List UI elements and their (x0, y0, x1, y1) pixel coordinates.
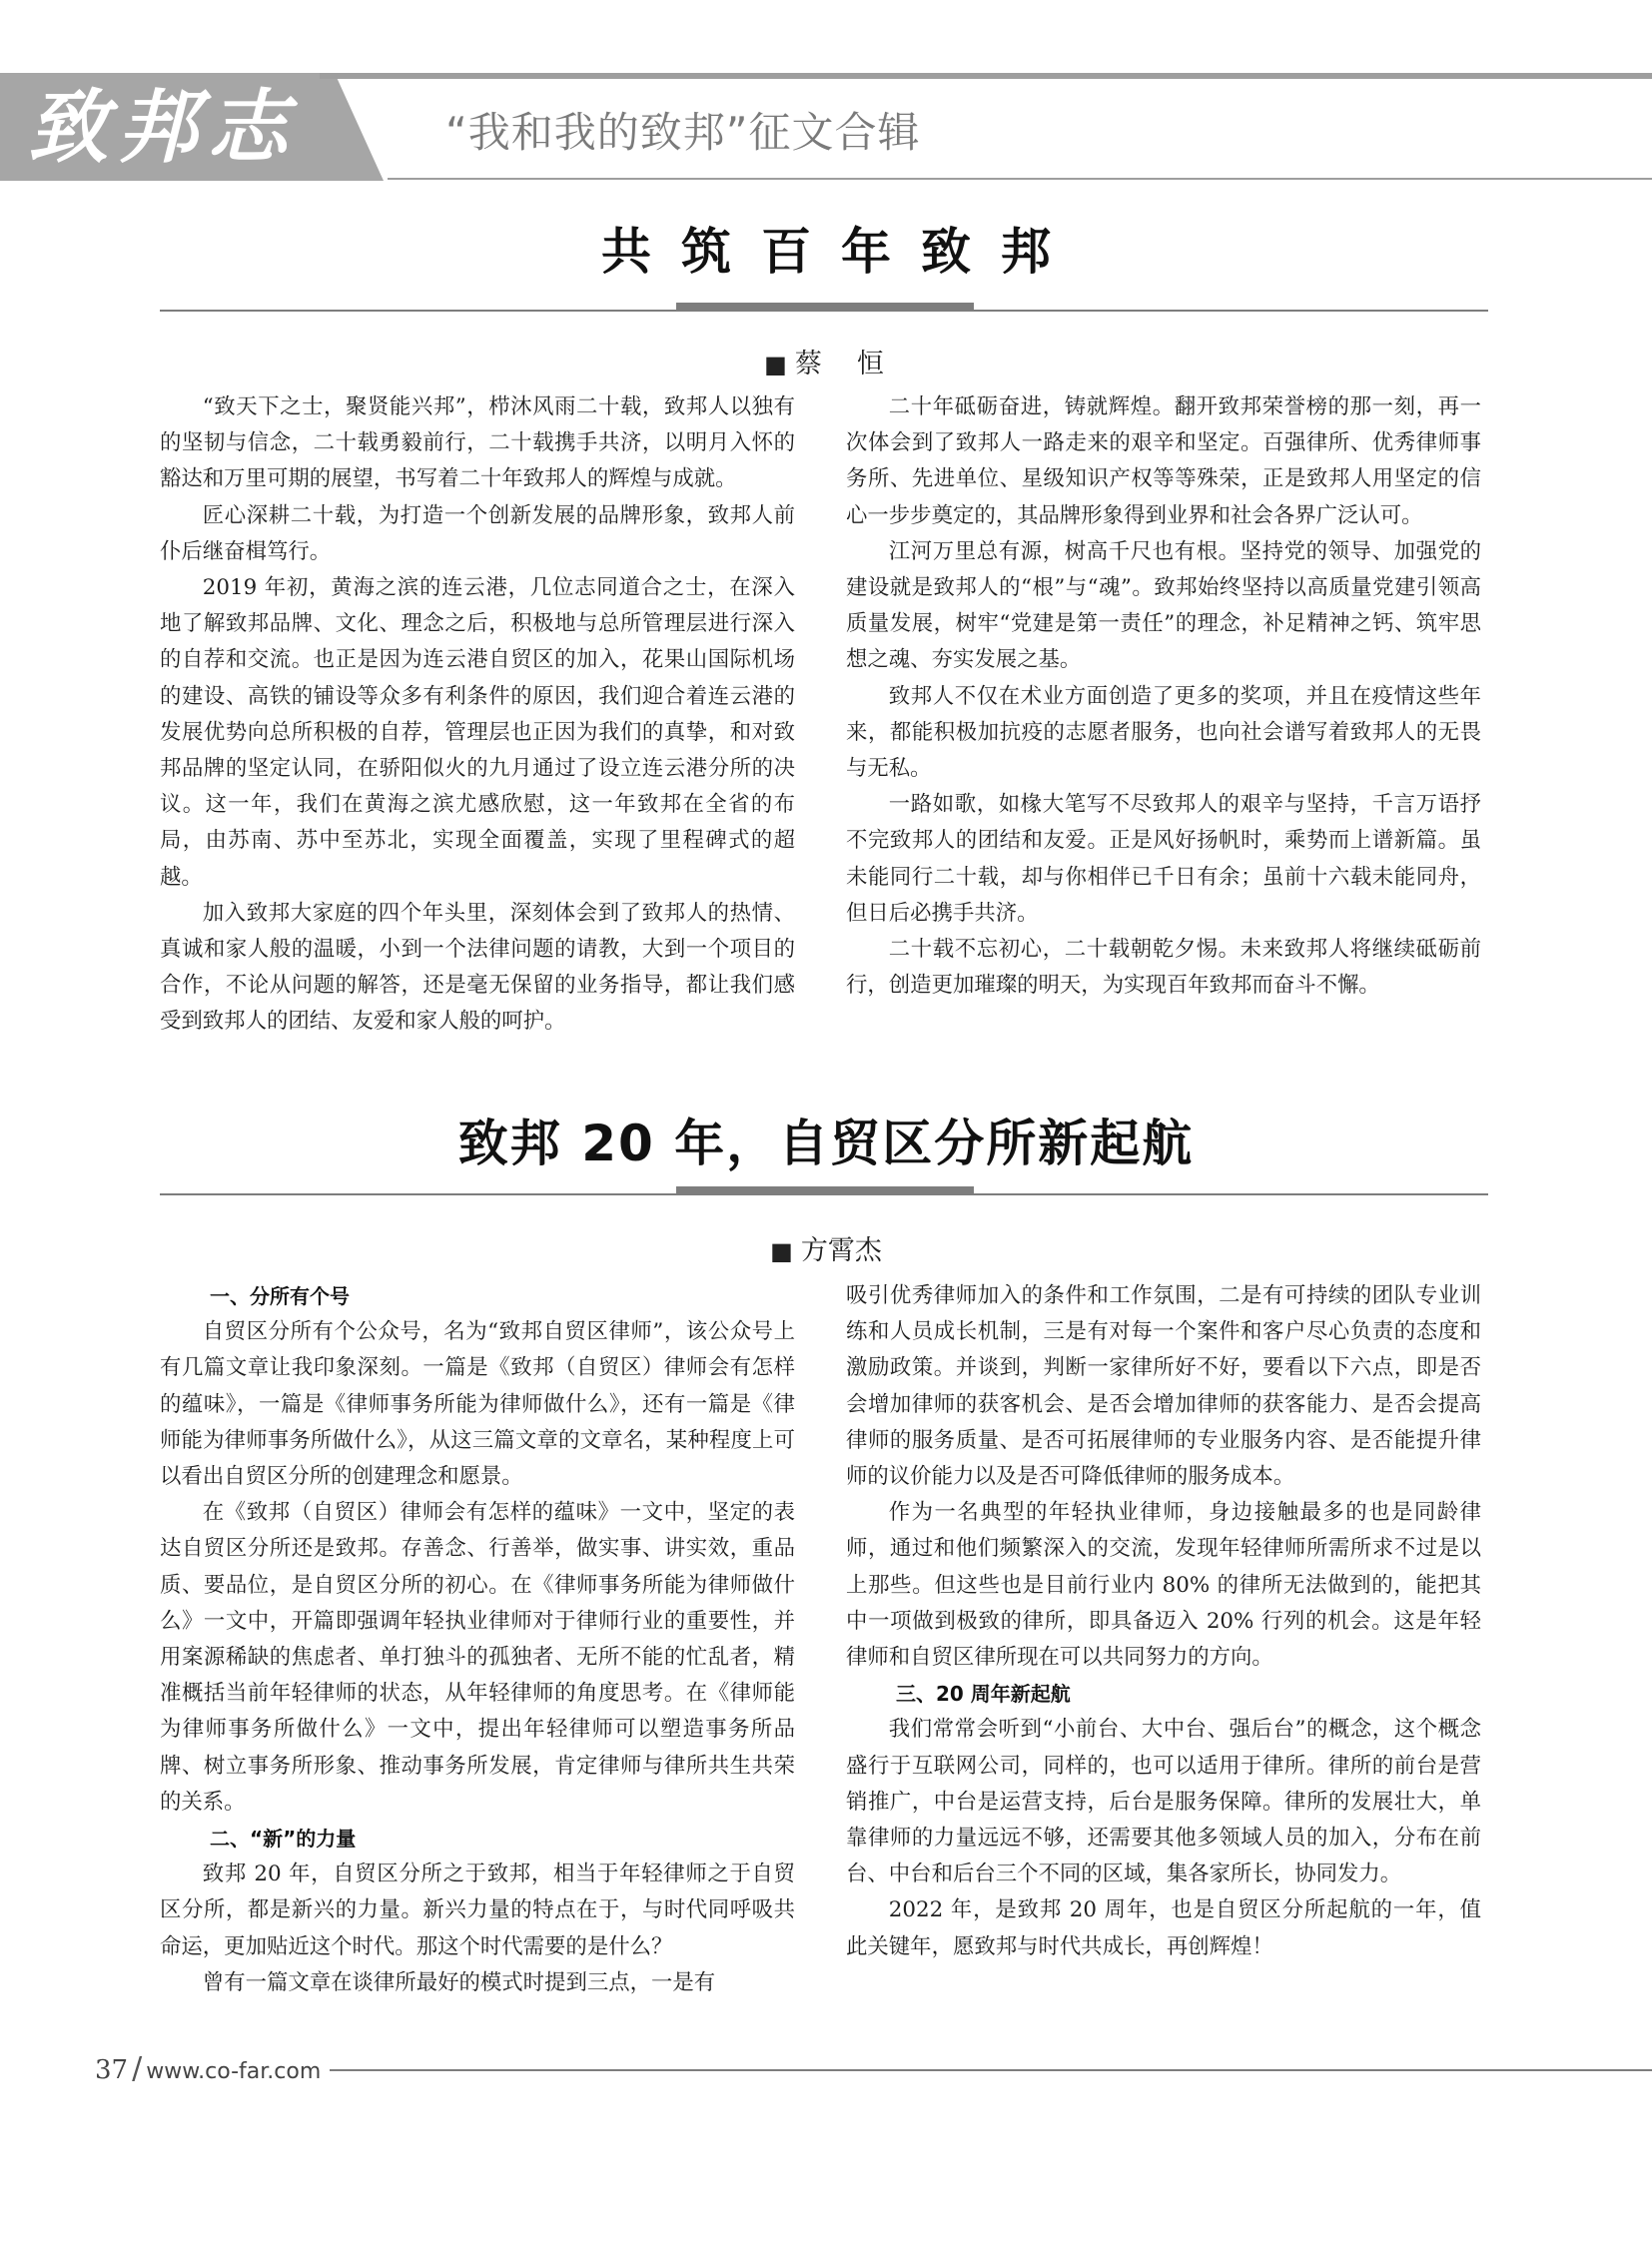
article2-title-rule-accent (676, 1186, 974, 1195)
page-footer (95, 2051, 321, 2087)
footer-separator: / (132, 2051, 143, 2086)
paragraph: 2019 年初，黄海之滨的连云港，几位志同道合之士，在深入地了解致邦品牌、文化、理念之后，积极地与总所管理层进行深入的自荐和交流。也正是因为连云港自贸区的加入，花果山国际机场的建设、高铁的铺设等众多有利条件的原因，我们迎合着连云港的发展优势向总所积极的自荐，管理层也正因为我们的真挚，和对致邦品牌的坚定认同，在骄阳似火的九月通过了设立连云港分所的决议。这一年，我们在黄海之滨尤感欣慰，这一年致邦在全省的布局，由苏南、苏中至苏北，实现全面覆盖，实现了里程碑式的超越。 (160, 575, 795, 890)
header-bottom-rule (388, 178, 1652, 180)
paragraph: 作为一名典型的年轻执业律师，身边接触最多的也是同龄律师，通过和他们频繁深入的交流，发现年轻律师所需所求不过是以上那些。但这些也是目前行业内 80% 的律所无法做到的，能把其中一项做到极致的律所，即具备迈入 20% 行列的机会。这是年轻律师和自贸区律所现在可以共同努力的方向。 (846, 1500, 1481, 1671)
article2-column-left (160, 1278, 795, 2001)
paragraph: 致邦 20 年，自贸区分所之于致邦，相当于年轻律师之于自贸区分所，都是新兴的力量。新兴力量的特点在于，与时代同呼吸共命运，更加贴近这个时代。那这个时代需要的是什么？ (160, 1862, 795, 1959)
article1-column-right (846, 389, 1481, 1004)
magazine-logo: 致邦志 (28, 80, 298, 174)
section-heading: 一、分所有个号 (210, 1284, 350, 1308)
article2-author: 方霄杰 (800, 1235, 882, 1266)
byline-marker: ■ (764, 351, 787, 378)
footer-rule (330, 2069, 1652, 2071)
article1-title: 共筑百年致邦 (601, 223, 1081, 281)
section-subtitle: “我和我的致邦”征文合辑 (445, 108, 921, 157)
paragraph: 2022 年，是致邦 20 周年，也是自贸区分所起航的一年，值此关键年，愿致邦与时代共成长，再创辉煌！ (846, 1897, 1481, 1959)
header-top-rule (320, 73, 1652, 79)
paragraph: 加入致邦大家庭的四个年头里，深刻体会到了致邦人的热情、真诚和家人般的温暖，小到一个法律问题的请教，大到一个项目的合作，不论从问题的解答，还是毫无保留的业务指导，都让我们感受到致邦人的团结、友爱和家人般的呵护。 (160, 900, 795, 1035)
paragraph-continued: 吸引优秀律师加入的条件和工作氛围，二是有可持续的团队专业训练和人员成长机制，三是有对每一个案件和客户尽心负责的态度和激励政策。并谈到，判断一家律所好不好，要看以下六点，即是否会增加律师的获客机会、是否会增加律师的获客能力、是否会提高律师的服务质量、是否可拓展律师的专业服务内容、是否能提升律师的议价能力以及是否可降低律师的服务成本。 (846, 1283, 1481, 1490)
article1-column-left (160, 389, 795, 1041)
article1-byline (0, 342, 1652, 380)
paragraph: “致天下之士，聚贤能兴邦”，栉沐风雨二十载，致邦人以独有的坚韧与信念，二十载勇毅前行，二十载携手共济，以明月入怀的豁达和万里可期的展望，书写着二十年致邦人的辉煌与成就。 (160, 394, 795, 492)
paragraph: 曾有一篇文章在谈律所最好的模式时提到三点，一是有 (202, 1969, 716, 1995)
section-heading: 三、20 周年新起航 (896, 1682, 1071, 1707)
article1-author: 蔡 恒 (794, 349, 888, 379)
article2-column-right (846, 1278, 1481, 1965)
byline-marker: ■ (770, 1237, 793, 1265)
section-heading: 二、“新”的力量 (210, 1827, 357, 1852)
page-number: 37 (95, 2055, 129, 2085)
paragraph: 我们常常会听到“小前台、大中台、强后台”的概念，这个概念盛行于互联网公司，同样的，也可以适用于律所。律所的前台是营销推广，中台是运营支持，后台是服务保障。律所的发展壮大，单靠律师的力量远远不够，还需要其他多领域人员的加入，分布在前台、中台和后台三个不同的区域，集各家所长，协同发力。 (846, 1717, 1481, 1887)
paragraph: 二十载不忘初心，二十载朝乾夕惕。未来致邦人将继续砥砺前行，创造更加璀璨的明天，为实现百年致邦而奋斗不懈。 (846, 937, 1481, 999)
footer-url[interactable]: www.co-far.com (146, 2059, 322, 2084)
article1-title-rule-accent (676, 303, 974, 312)
paragraph: 一路如歌，如椽大笔写不尽致邦人的艰辛与坚持，千言万语抒不完致邦人的团结和友爱。正是风好扬帆时，乘势而上谱新篇。虽未能同行二十载，却与你相伴已千日有余；虽前十六载未能同舟，但日后必携手共济。 (846, 792, 1481, 926)
paragraph: 二十年砥砺奋进，铸就辉煌。翻开致邦荣誉榜的那一刻，再一次体会到了致邦人一路走来的艰辛和坚定。百强律所、优秀律师事务所、先进单位、星级知识产权等等殊荣，正是致邦人用坚定的信心一步步奠定的，其品牌形象得到业界和社会各界广泛认可。 (846, 394, 1481, 528)
paragraph: 江河万里总有源，树高千尺也有根。坚持党的领导、加强党的建设就是致邦人的“根”与“魂”。致邦始终坚持以高质量党建引领高质量发展，树牢“党建是第一责任”的理念，补足精神之钙、筑牢思想之魂、夯实发展之基。 (846, 538, 1481, 673)
paragraph: 在《致邦（自贸区）律师会有怎样的蕴味》一文中，坚定的表达自贸区分所还是致邦。存善念、行善举，做实事、讲实效，重品质、要品位，是自贸区分所的初心。在《律师事务所能为律师做什么》一文中，开篇即强调年轻执业律师对于律师行业的重要性，并用案源稀缺的焦虑者、单打独斗的孤独者、无所不能的忙乱者，精准概括当前年轻律师的状态，从年轻律师的角度思考。在《律师能为律师事务所做什么》一文中，提出年轻律师可以塑造事务所品牌、树立事务所形象、推动事务所发展，肯定律师与律所共生共荣的关系。 (160, 1500, 795, 1815)
article2-title: 致邦 20 年，自贸区分所新起航 (457, 1115, 1195, 1172)
paragraph: 自贸区分所有个公众号，名为“致邦自贸区律师”，该公众号上有几篇文章让我印象深刻。一篇是《致邦（自贸区）律师会有怎样的蕴味》，一篇是《律师事务所能为律师做什么》，还有一篇是《律师能为律师事务所做什么》，从这三篇文章的文章名，某种程度上可以看出自贸区分所的创建理念和愿景。 (160, 1319, 795, 1490)
paragraph: 致邦人不仅在术业方面创造了更多的奖项，并且在疫情这些年来，都能积极加抗疫的志愿者服务，也向社会谱写着致邦人的无畏与无私。 (846, 683, 1481, 782)
article2-byline (0, 1228, 1652, 1267)
paragraph: 匠心深耕二十载，为打造一个创新发展的品牌形象，致邦人前仆后继奋楫笃行。 (160, 502, 795, 564)
